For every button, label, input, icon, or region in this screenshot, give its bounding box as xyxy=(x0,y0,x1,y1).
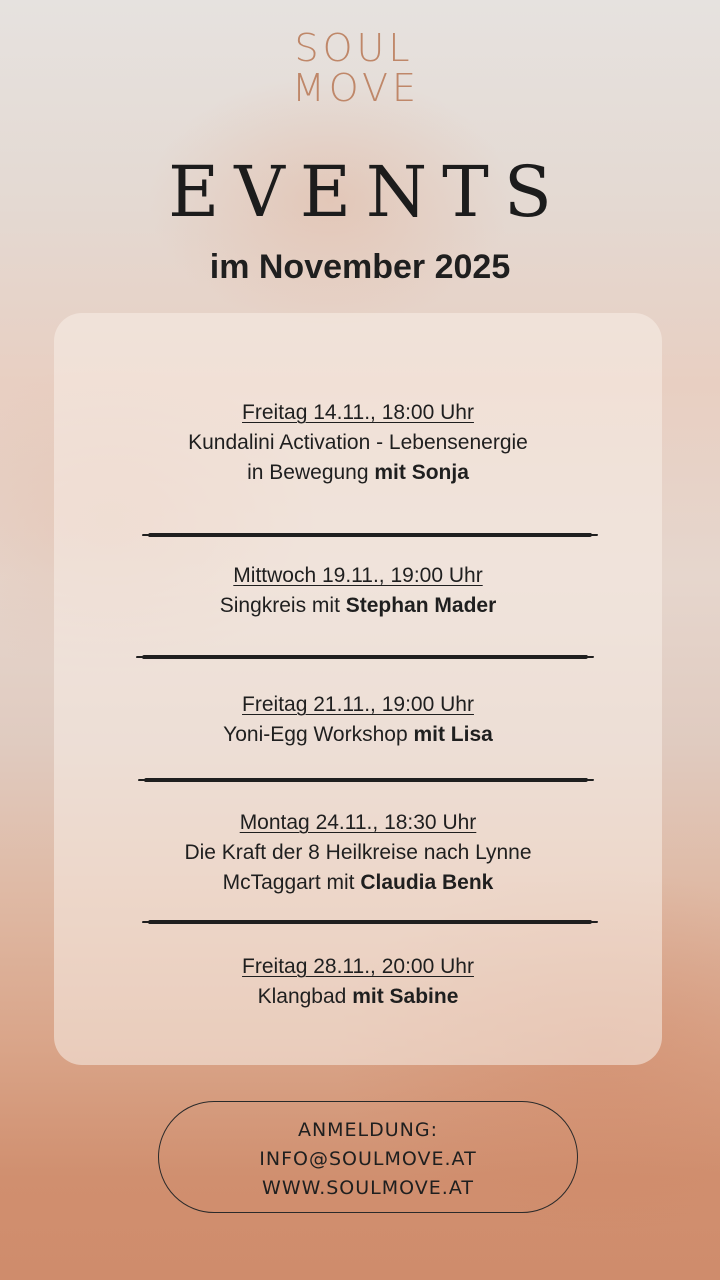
event-host: Claudia Benk xyxy=(360,871,494,894)
divider xyxy=(142,655,589,659)
page-subtitle: im November 2025 xyxy=(209,248,511,286)
soulmove-logo xyxy=(292,26,421,110)
event-description-line-2 xyxy=(54,458,662,488)
event-date: Mittwoch 19.11., 19:00 Uhr xyxy=(233,564,483,587)
logo-line-2: MOVE xyxy=(292,66,421,110)
event-description-text: in Bewegung xyxy=(247,461,375,484)
event-host: mit Sabine xyxy=(352,985,459,1008)
event-description-text: McTaggart mit xyxy=(222,871,361,894)
event-host: mit Lisa xyxy=(413,723,493,746)
event-item xyxy=(54,398,662,488)
website-link[interactable]: WWW.SOULMOVE.AT xyxy=(262,1177,474,1199)
event-description xyxy=(54,720,662,750)
registration-label: ANMELDUNG: xyxy=(297,1119,439,1141)
event-description xyxy=(54,591,662,621)
event-description-line-1: Die Kraft der 8 Heilkreise nach Lynne xyxy=(184,841,532,864)
divider xyxy=(144,778,589,782)
divider xyxy=(148,533,593,537)
registration-contact-box xyxy=(158,1101,578,1213)
event-description xyxy=(54,982,662,1012)
divider xyxy=(148,920,593,924)
event-description-line-1: Kundalini Activation - Lebensenergie xyxy=(188,431,528,454)
logo-line-1: SOUL xyxy=(294,26,414,70)
page-title: EVENTS xyxy=(168,151,567,233)
contact-email-link[interactable]: INFO@SOULMOVE.AT xyxy=(259,1148,477,1170)
event-host: mit Sonja xyxy=(374,461,469,484)
event-description-text: Yoni-Egg Workshop xyxy=(223,723,414,746)
event-host: Stephan Mader xyxy=(345,594,497,617)
event-item xyxy=(54,690,662,750)
event-item xyxy=(54,561,662,621)
event-item xyxy=(54,952,662,1012)
event-date: Montag 24.11., 18:30 Uhr xyxy=(239,811,477,834)
event-description-text: Klangbad xyxy=(257,985,353,1008)
event-date: Freitag 21.11., 19:00 Uhr xyxy=(242,693,474,716)
event-date: Freitag 28.11., 20:00 Uhr xyxy=(242,955,474,978)
event-date: Freitag 14.11., 18:00 Uhr xyxy=(242,401,474,424)
event-item xyxy=(54,808,662,898)
event-description-line-2 xyxy=(54,868,662,898)
event-description-text: Singkreis mit xyxy=(219,594,346,617)
